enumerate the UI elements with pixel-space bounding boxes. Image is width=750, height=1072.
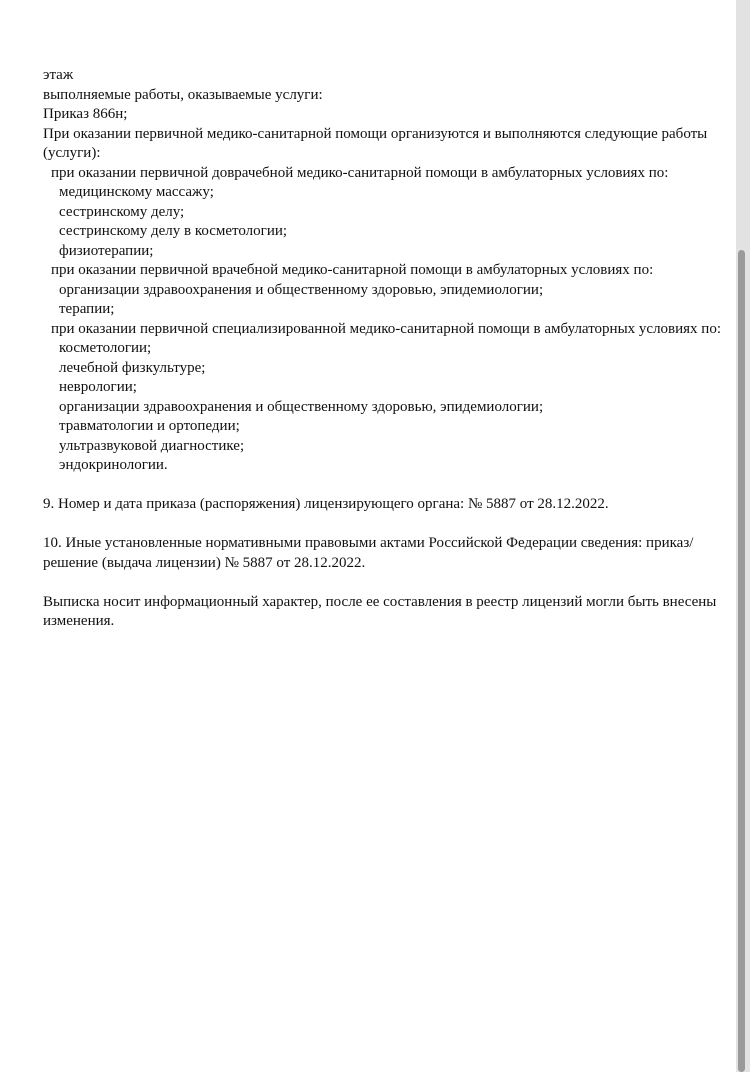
list-item: ультразвуковой диагностике; — [59, 437, 245, 454]
text-line: этаж — [43, 67, 74, 83]
scrollbar-thumb[interactable] — [738, 250, 745, 1072]
text-line: Приказ 866н; — [43, 106, 128, 122]
section-9: 9. Номер и дата приказа (распоряжения) лицензирующего органа: № 5887 от 28.12.2022. — [43, 496, 609, 512]
list-item: физиотерапии; — [59, 242, 154, 259]
list-item: неврологии; — [59, 379, 137, 395]
list-item: медицинскому массажу; — [59, 184, 214, 200]
disclaimer-note: Выписка носит информационный характер, после ее составления в реестр лицензий могли быть внесены изменения. — [43, 593, 717, 629]
list-item: эндокринологии. — [59, 457, 168, 473]
list-item: косметологии; — [59, 340, 152, 356]
document-body — [43, 66, 723, 632]
spacer — [43, 476, 723, 496]
list-item: организации здравоохранения и общественному здоровью, эпидемиологии; — [59, 398, 544, 415]
text-paragraph: при оказании первичной специализированной медико-санитарной помощи в амбулаторных условиях по: — [51, 320, 722, 337]
list-item: организации здравоохранения и общественному здоровью, эпидемиологии; — [59, 281, 544, 298]
spacer — [43, 515, 723, 535]
list-item: сестринскому делу; — [59, 203, 185, 220]
text-line: выполняемые работы, оказываемые услуги: — [43, 86, 323, 103]
text-paragraph: при оказании первичной доврачебной медико-санитарной помощи в амбулаторных условиях по: — [51, 164, 669, 181]
list-item: сестринскому делу в косметологии; — [59, 223, 288, 239]
text-paragraph: При оказании первичной медико-санитарной помощи организуются и выполняются следующие работы (услуги): — [43, 125, 708, 161]
section-10: 10. Иные установленные нормативными правовыми актами Российской Федерации сведения: приказ/решение (выдача лицензии) № 5887 от 28.12.2022. — [43, 535, 694, 571]
spacer — [43, 573, 723, 593]
text-line: при оказании первичной врачебной медико-санитарной помощи в амбулаторных условиях по: — [51, 262, 654, 278]
list-item: лечебной физкультуре; — [59, 359, 206, 376]
list-item: терапии; — [59, 301, 115, 317]
list-item: травматологии и ортопедии; — [59, 418, 240, 434]
